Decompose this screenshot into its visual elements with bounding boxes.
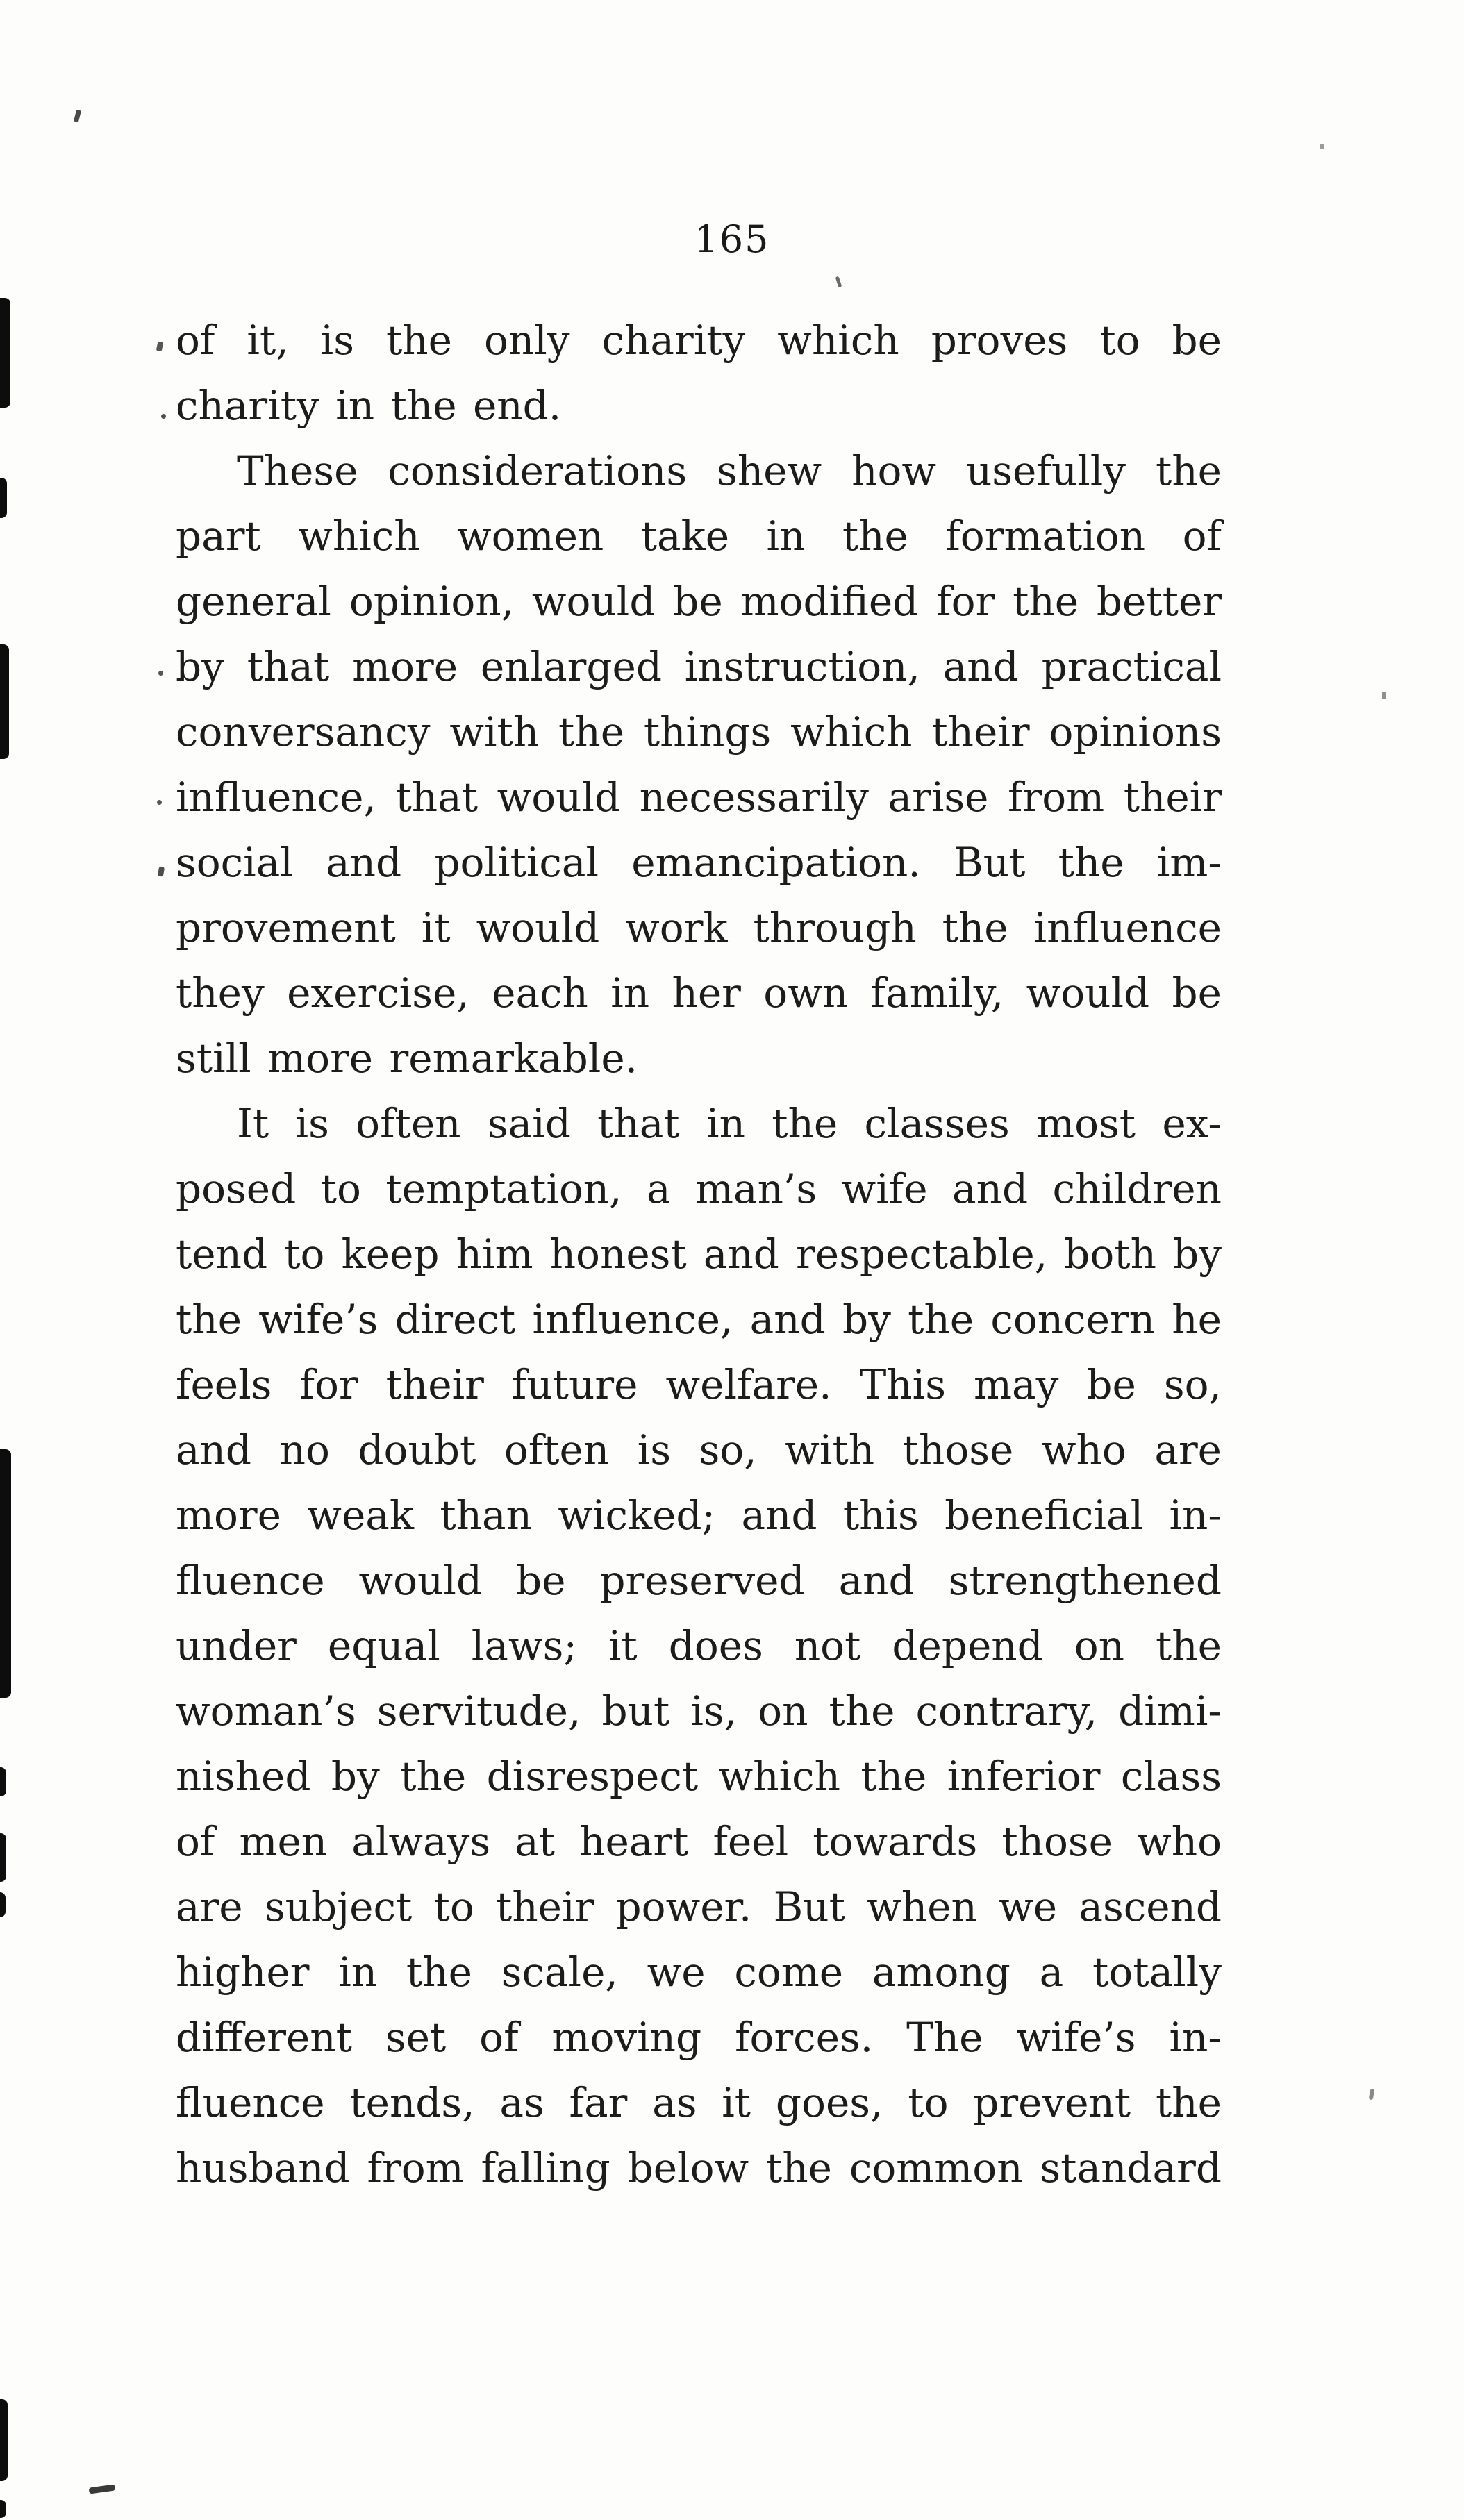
scan-artifact-binding-mark: [0, 1833, 6, 1882]
text-line: are subject to their power. But when we ascend: [176, 1883, 1222, 1930]
scan-artifact-speck: [161, 414, 166, 419]
scan-artifact-binding-mark: [0, 1767, 6, 1796]
text-line: fluence tends, as far as it goes, to prevent the: [176, 2079, 1222, 2126]
scan-artifact-binding-mark: [0, 298, 10, 408]
text-line: and no doubt often is so, with those who are: [176, 1426, 1222, 1474]
scan-artifact-speck: [158, 866, 165, 876]
text-line: woman’s servitude, but is, on the contrary, dimi-: [176, 1687, 1222, 1735]
scan-artifact-binding-mark: [0, 1449, 11, 1698]
scan-artifact-speck: [1369, 2089, 1375, 2101]
text-line: posed to temptation, a man’s wife and children: [176, 1165, 1222, 1212]
scan-artifact-speck: [835, 276, 842, 288]
scan-artifact-speck: [74, 109, 81, 122]
text-line: social and political emancipation. But the im-: [176, 839, 1222, 886]
text-line: influence, that would necessarily arise from their: [176, 774, 1222, 821]
scan-artifact-speck: [1382, 692, 1386, 699]
text-line: charity in the end.: [176, 382, 562, 429]
text-line: the wife’s direct influence, and by the concern he: [176, 1296, 1222, 1343]
text-line: of it, is the only charity which proves to be: [176, 317, 1222, 364]
scan-artifact-speck: [158, 671, 163, 676]
text-line: It is often said that in the classes most ex-: [237, 1100, 1222, 1147]
scan-artifact-binding-mark: [0, 478, 7, 518]
scan-artifact-dash: [89, 2484, 116, 2494]
scan-artifact-speck: [157, 800, 162, 805]
text-line: they exercise, each in her own family, would be: [176, 969, 1222, 1017]
text-line: by that more enlarged instruction, and practical: [176, 643, 1222, 690]
text-line: of men always at heart feel towards those who: [176, 1818, 1222, 1865]
text-line: part which women take in the formation of: [176, 512, 1222, 560]
text-line: nished by the disrespect which the inferior class: [176, 1753, 1222, 1800]
scan-artifact-binding-mark: [0, 1892, 6, 1917]
text-line: fluence would be preserved and strengthened: [176, 1557, 1222, 1604]
text-line: conversancy with the things which their opinions: [176, 708, 1222, 756]
text-line: general opinion, would be modified for the better: [176, 578, 1222, 625]
text-line: tend to keep him honest and respectable, both by: [176, 1230, 1222, 1278]
text-line: provement it would work through the influence: [176, 904, 1222, 951]
text-line: These considerations shew how usefully the: [237, 447, 1222, 494]
page-number: 165: [694, 217, 770, 261]
text-line: husband from falling below the common standard: [176, 2144, 1222, 2192]
text-line: feels for their future welfare. This may be so,: [176, 1361, 1222, 1408]
text-block: [176, 308, 1222, 2201]
text-line: different set of moving forces. The wife’s in-: [176, 2014, 1222, 2061]
text-line: higher in the scale, we come among a totally: [176, 1949, 1222, 1996]
text-line: more weak than wicked; and this beneficial in-: [176, 1492, 1222, 1539]
scan-artifact-speck: [1320, 144, 1324, 149]
text-line: under equal laws; it does not depend on the: [176, 1622, 1222, 1669]
scan-artifact-binding-mark: [0, 644, 9, 759]
scan-artifact-binding-mark: [0, 2500, 6, 2518]
text-line: still more remarkable.: [176, 1035, 638, 1082]
scan-artifact-speck: [156, 341, 164, 351]
scan-artifact-binding-mark: [0, 2399, 8, 2481]
